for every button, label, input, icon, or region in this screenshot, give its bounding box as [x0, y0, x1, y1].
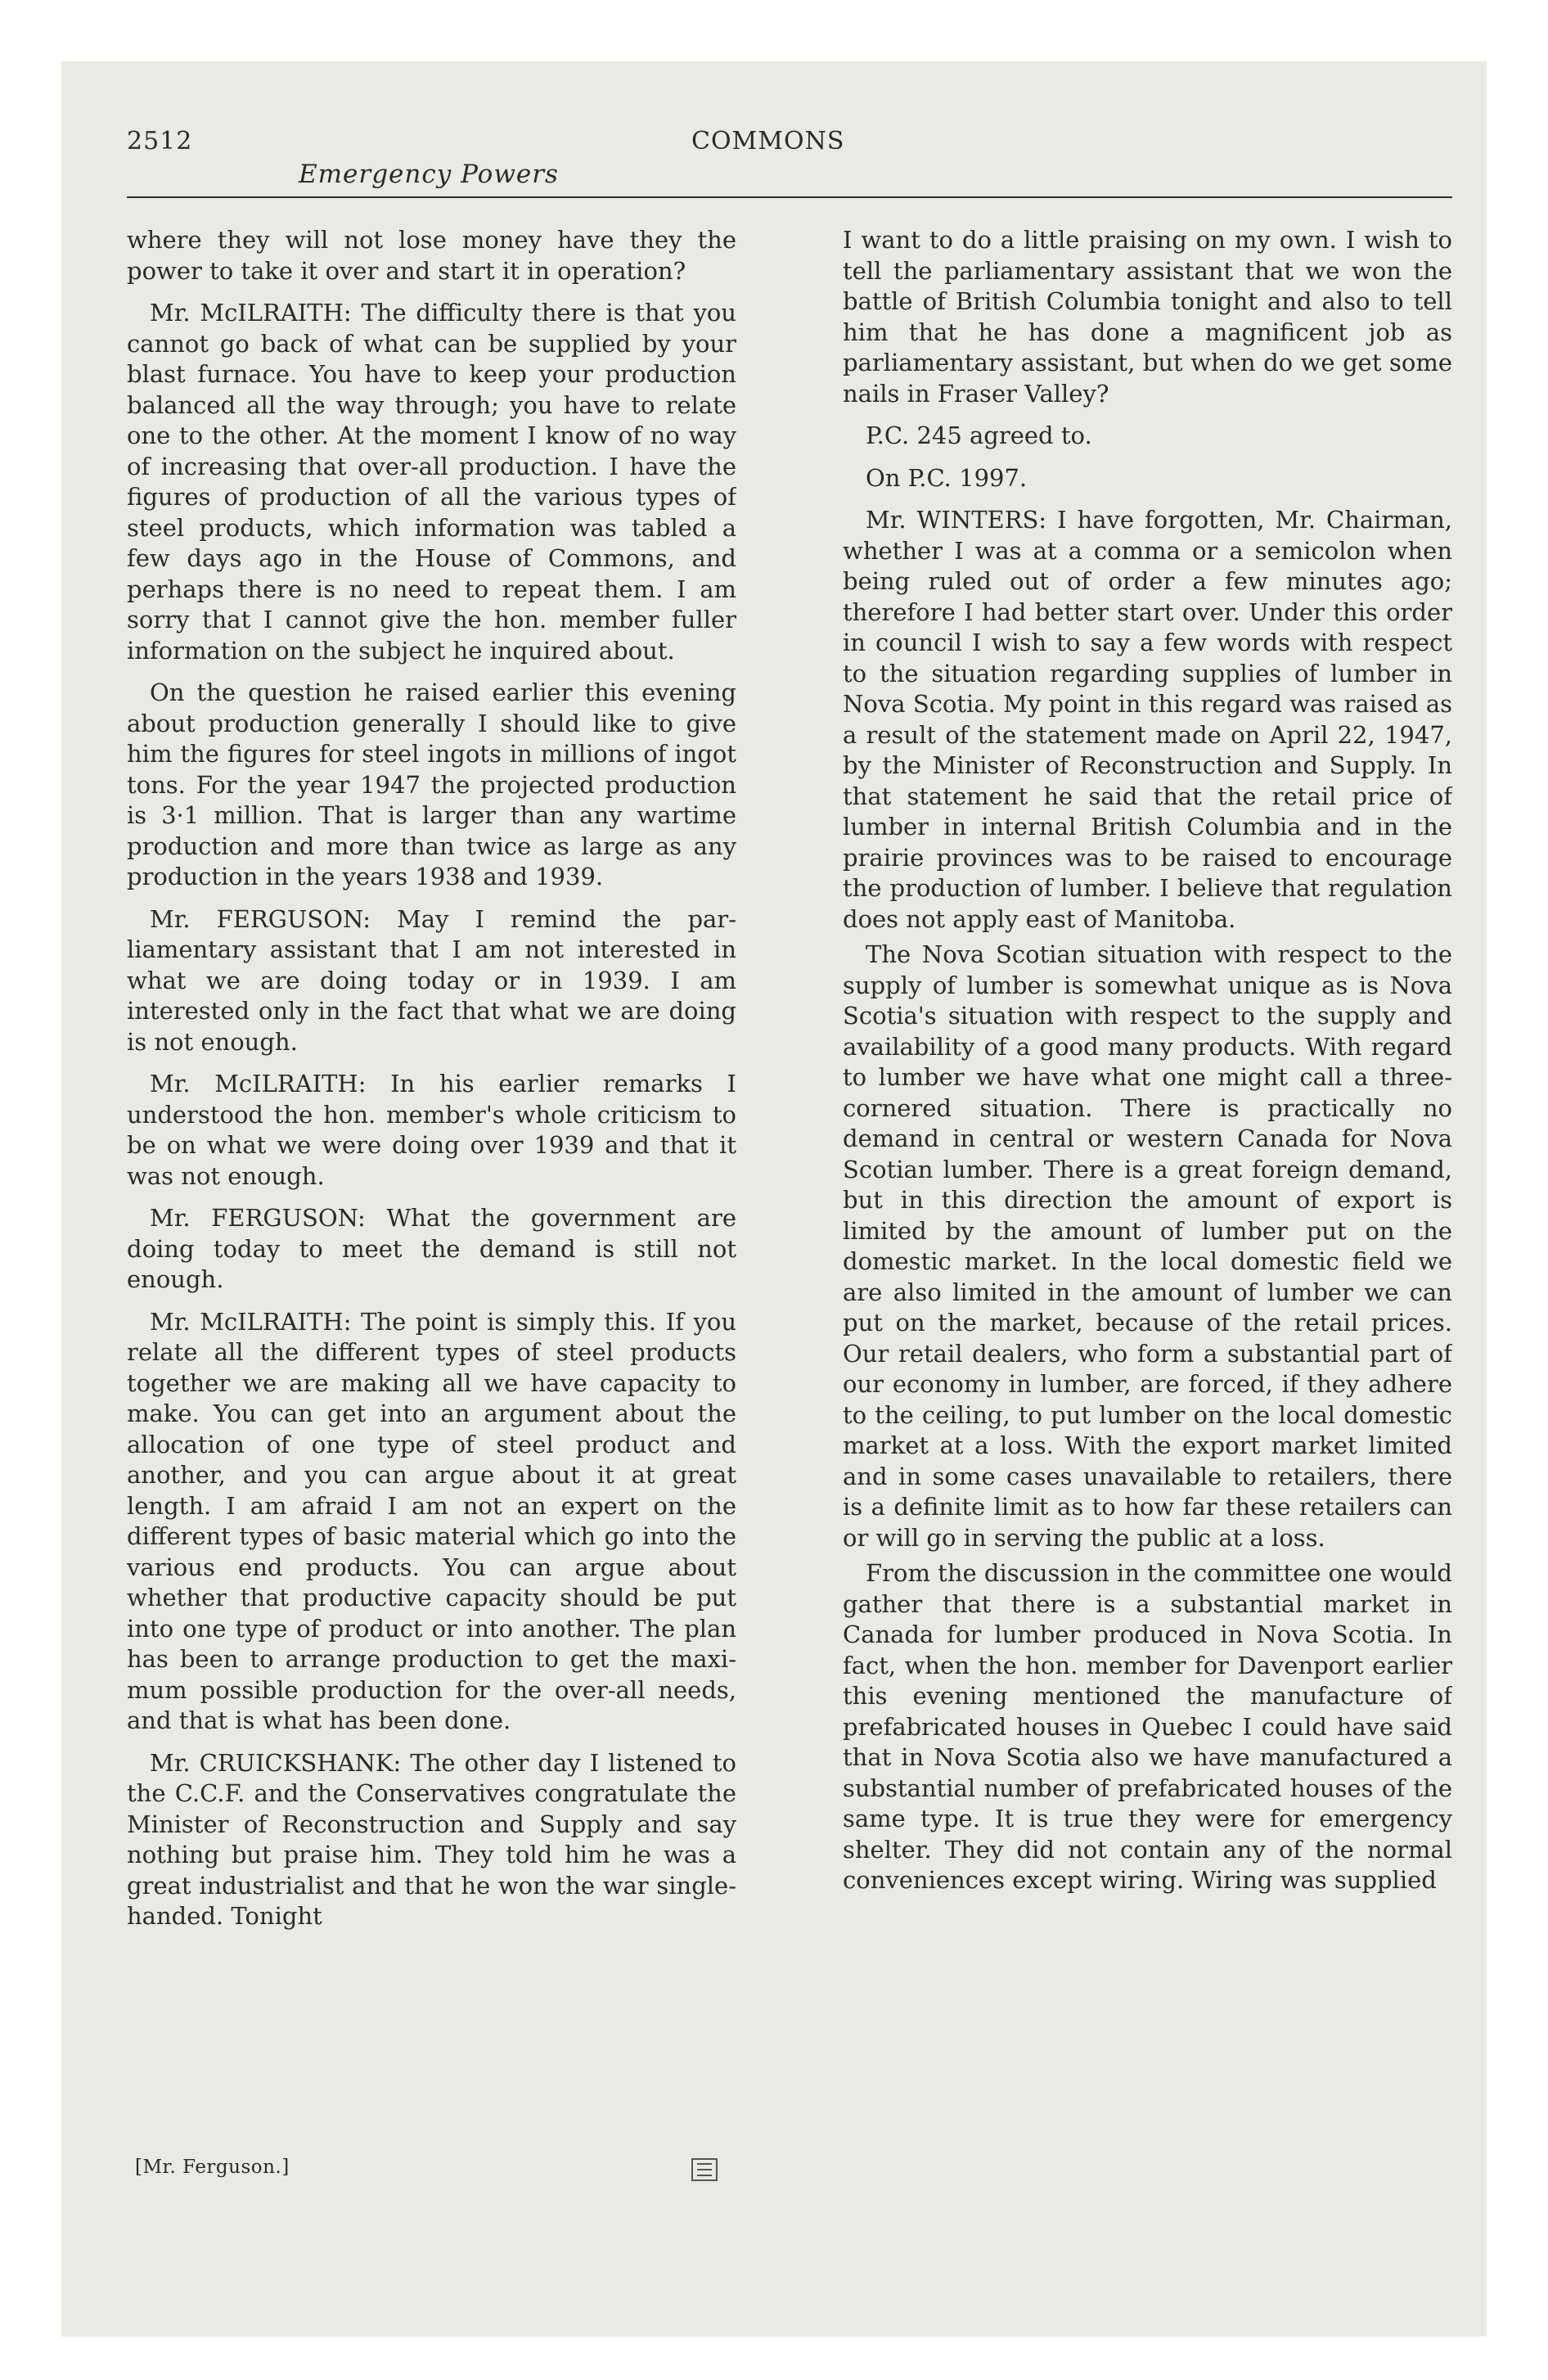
printer-seal-icon: [690, 2157, 719, 2183]
footer-reference: [Mr. Ferguson.]: [135, 2157, 290, 2178]
section-title: Emergency Powers: [299, 160, 559, 189]
paragraph: Mr. FERGUSON: What the government are doing today to meet the demand is still not enough.: [127, 1204, 736, 1293]
paragraph: The Nova Scotian situation with respect to the supply of lumber is somewhat unique as is Nova Scotia's situation with respect to the supply and availability of a good many products. With regard to lumber we have what one might call a three-cornered situation. There is practically no demand in central or western Canada for Nova Scotian lumber. There is a great foreign demand, but in this direction the amount of export is limited by the amount of lumber put on the domestic market. In the local domestic field we are also limited in the amount of lumber we can put on the market, because of the retail prices. Our retail dealers, who form a substantial part of our economy in lumber, are forced, if they adhere to the ceiling, to put lumber on the local domestic market at a loss. With the export market limited and in some cases unavailable to retailers, there is a definite limit as to how far these retailers can or will go in serving the public at a loss.: [843, 940, 1452, 1552]
right-column: [843, 225, 1452, 2255]
hansard-page: [61, 61, 1487, 2337]
paragraph: Mr. McILRAITH: In his earlier remarks I understood the hon. member's whole criticism to be on what we were doing over 1939 and that it was not enough.: [127, 1070, 736, 1190]
paragraph: On the question he raised earlier this evening about production generally I should like to give him the figures for steel ingots in millions of ingot tons. For the year 1947 the projected production is 3·1 million. That is larger than any wartime production and more than twice as large as any production in the years 1938 and 1939.: [127, 678, 736, 890]
paragraph: Mr. FERGUSON: May I remind the parliamentary assistant that I am not interested in what we are doing today or in 1939. I am interested only in the fact that what we are doing is not enough.: [127, 904, 736, 1056]
paragraph: I want to do a little praising on my own. I wish to tell the parliamentary assistant that we won the battle of British Columbia tonight and also to tell him that he has done a magnificent job as parliamentary assistant, but when do we get some nails in Fraser Valley?: [843, 226, 1452, 408]
paragraph: Mr. CRUICKSHANK: The other day I listened to the C.C.F. and the Conservatives congratulate the Minister of Reconstruction and Supply and say nothing but praise him. They told him he was a great industrialist and that he won the war single-handed. Tonight: [127, 1748, 736, 1930]
running-head: COMMONS: [691, 127, 845, 156]
paragraph: Mr. McILRAITH: The point is simply this. If you relate all the different types of steel products together we are making all we have capacity to make. You can get into an argument about the allocation of one type of steel product and another, and you can argue about it at great length. I am afraid I am not an expert on the different types of basic material which go into the various end products. You can argue about whether that productive capacity should be put into one type of product or into another. The plan has been to arrange production to get the maximum possible production for the over-all needs, and that is what has been done.: [127, 1307, 736, 1734]
paragraph: On P.C. 1997.: [866, 463, 1028, 492]
page-number: 2512: [127, 127, 193, 156]
paragraph: P.C. 245 agreed to.: [866, 421, 1092, 449]
header-rule: [127, 196, 1452, 198]
paragraph: From the discussion in the committee one would gather that there is a substantial market in Canada for lumber produced in Nova Scotia. In fact, when the hon. member for Davenport earlier this evening mentioned the manufacture of prefabricated houses in Quebec I could have said that in Nova Scotia also we have manufactured a substantial number of prefabricated houses of the same type. It is true they were for emergency shelter. They did not contain any of the normal conveniences except wiring. Wiring was supplied: [843, 1559, 1452, 1894]
paragraph: where they will not lose money have they the power to take it over and start it in operation?: [127, 226, 736, 285]
left-column: [127, 225, 736, 2255]
paragraph: Mr. McILRAITH: The difficulty there is that you cannot go back of what can be supplied by your blast furnace. You have to keep your production balanced all the way through; you have to relate one to the other. At the moment I know of no way of increasing that over-all production. I have the figures of production of all the various types of steel products, which information was tabled a few days ago in the House of Commons, and perhaps there is no need to repeat them. I am sorry that I cannot give the hon. member fuller information on the subject he inquired about.: [127, 299, 736, 665]
paragraph: Mr. WINTERS: I have forgotten, Mr. Chairman, whether I was at a comma or a semicolon when being ruled out of order a few minutes ago; therefore I had better start over. Under this order in council I wish to say a few words with respect to the situation regarding supplies of lumber in Nova Scotia. My point in this regard was raised as a result of the statement made on April 22, 1947, by the Minister of Reconstruction and Supply. In that statement he said that the retail price of lumber in internal British Columbia and in the prairie provinces was to be raised to encourage the production of lumber. I believe that regulation does not apply east of Manitoba.: [843, 506, 1452, 933]
